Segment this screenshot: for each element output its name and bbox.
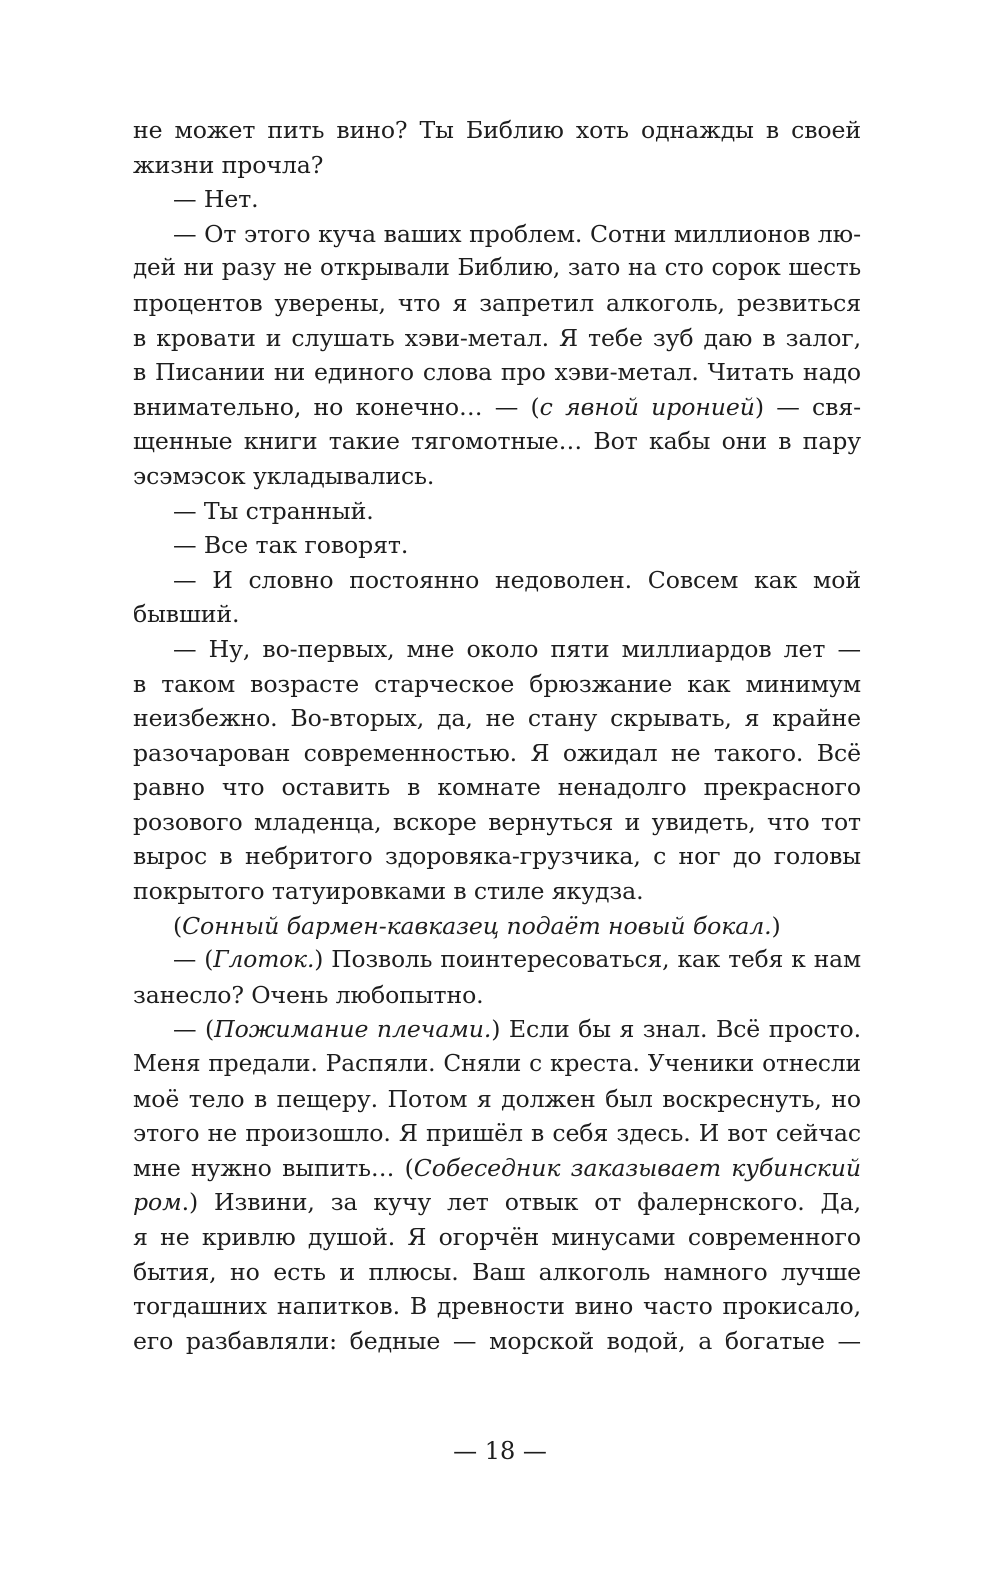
text-line: [133, 805, 861, 840]
dialogue-text: этого не произошло. Я пришёл в себя здесь. И вот сейчас: [133, 1119, 861, 1148]
dialogue-text: — (: [173, 1015, 215, 1044]
text-line: [133, 528, 861, 563]
dialogue-text: розового младенца, вскоре вернуться и увидеть, что тот: [133, 807, 861, 836]
dialogue-text: его разбавляли: бедные — морской водой, а богатые —: [133, 1326, 861, 1355]
text-line: [133, 597, 861, 632]
text-line: [133, 770, 861, 805]
text-line: [133, 355, 861, 390]
dialogue-text: в кровати и слушать хэви-метал. Я тебе зуб даю в залог,: [133, 323, 861, 352]
dialogue-text: моё тело в пещеру. Потом я должен был воскреснуть, но: [133, 1084, 861, 1113]
text-line: [133, 424, 861, 459]
dialogue-text: — Ну, во-первых, мне около пяти миллиардов лет —: [173, 634, 861, 663]
dialogue-text: .) Извини, за кучу лет отвык от фалернского. Да,: [181, 1188, 861, 1217]
stage-direction-text: Глоток.: [213, 946, 315, 974]
dialogue-text: ) Позволь поинтересоваться, как тебя к нам: [314, 946, 861, 974]
text-line: [133, 113, 861, 148]
stage-direction-text: Собеседник заказывает кубинский: [413, 1153, 861, 1182]
text-line: [133, 839, 861, 874]
dialogue-text: бывший.: [133, 600, 240, 629]
text-line: [133, 217, 861, 252]
dialogue-text: не может пить вино? Ты Библию хоть однажды в своей: [133, 116, 861, 144]
dialogue-text: мне нужно выпить… (: [133, 1153, 414, 1182]
dialogue-text: процентов уверены, что я запретил алкоголь, резвиться: [133, 288, 861, 317]
dialogue-text: в Писании ни единого слова про хэви-метал. Читать надо: [133, 358, 861, 387]
text-line: [133, 148, 861, 183]
dialogue-text: — Все так говорят.: [173, 531, 409, 560]
page-number: — 18 —: [453, 1437, 547, 1465]
text-line: [133, 978, 861, 1013]
dialogue-text: в таком возрасте старческое брюзжание как минимум: [133, 669, 861, 698]
text-line: [133, 632, 861, 667]
text-line: [133, 1082, 861, 1117]
dialogue-text: ) Если бы я знал. Всё просто.: [491, 1015, 861, 1044]
dialogue-text: (: [173, 911, 183, 940]
dialogue-text: эсэмэсок укладывались.: [133, 461, 435, 490]
dialogue-text: я не кривлю душой. Я огорчён минусами современного: [133, 1223, 861, 1251]
text-line: [133, 494, 861, 529]
text-line: [133, 1116, 861, 1151]
dialogue-text: — От этого куча ваших проблем. Сотни миллионов лю-: [173, 219, 861, 248]
text-line: [133, 390, 861, 425]
dialogue-text: — Ты странный.: [173, 496, 374, 525]
dialogue-text: щенные книги такие тягомотные… Вот кабы они в пару: [133, 427, 861, 456]
text-line: [133, 1220, 861, 1255]
text-line: [133, 1324, 861, 1359]
text-line: [133, 1047, 861, 1082]
text-line: [133, 459, 861, 494]
dialogue-text: — И словно постоянно недоволен. Совсем как мой: [173, 565, 861, 594]
text-line: [133, 563, 861, 598]
stage-direction-text: ром: [133, 1188, 182, 1217]
text-line: [133, 1012, 861, 1047]
dialogue-text: жизни прочла?: [133, 150, 324, 179]
dialogue-text: неизбежно. Во-вторых, да, не стану скрывать, я крайне: [133, 704, 861, 733]
dialogue-text: внимательно, но конечно… — (: [133, 392, 540, 421]
dialogue-text: разочарован современностью. Я ожидал не такого. Всё: [133, 738, 861, 767]
dialogue-text: равно что оставить в комнате ненадолго прекрасного: [133, 773, 861, 802]
text-line: [133, 667, 861, 702]
text-line: [133, 1289, 861, 1324]
text-line: [133, 874, 861, 909]
text-line: [133, 736, 861, 771]
text-line: [133, 701, 861, 736]
stage-direction-text: Пожимание плечами.: [214, 1015, 492, 1044]
text-line: [133, 251, 861, 286]
text-line: [133, 182, 861, 217]
dialogue-text: покрытого татуировками в стиле якудза.: [133, 877, 644, 906]
dialogue-text: ) — свя-: [754, 392, 861, 421]
stage-direction-text: с явной иронией: [539, 392, 755, 421]
dialogue-text: — (: [173, 946, 214, 974]
dialogue-text: вырос в небритого здоровяка-грузчика, с ног до головы: [133, 842, 861, 871]
dialogue-text: занесло? Очень любопытно.: [133, 980, 484, 1009]
dialogue-text: Меня предали. Распяли. Сняли с креста. Ученики отнесли: [133, 1050, 861, 1078]
text-line: [133, 943, 861, 978]
text-line: [133, 321, 861, 356]
text-line: [133, 286, 861, 321]
text-line: [133, 1255, 861, 1290]
body-text: [133, 113, 861, 1358]
dialogue-text: дей ни разу не открывали Библию, зато на сто сорок шесть: [133, 255, 861, 282]
text-line: [133, 1185, 861, 1220]
stage-direction-text: Сонный бармен-кавказец подаёт новый бокал.: [182, 911, 772, 940]
dialogue-text: — Нет.: [173, 185, 259, 214]
dialogue-text: бытия, но есть и плюсы. Ваш алкоголь намного лучше: [133, 1257, 861, 1286]
dialogue-text: тогдашних напитков. В древности вино часто прокисало,: [133, 1292, 861, 1321]
text-line: [133, 909, 861, 944]
dialogue-text: ): [771, 911, 781, 940]
text-line: [133, 1151, 861, 1186]
